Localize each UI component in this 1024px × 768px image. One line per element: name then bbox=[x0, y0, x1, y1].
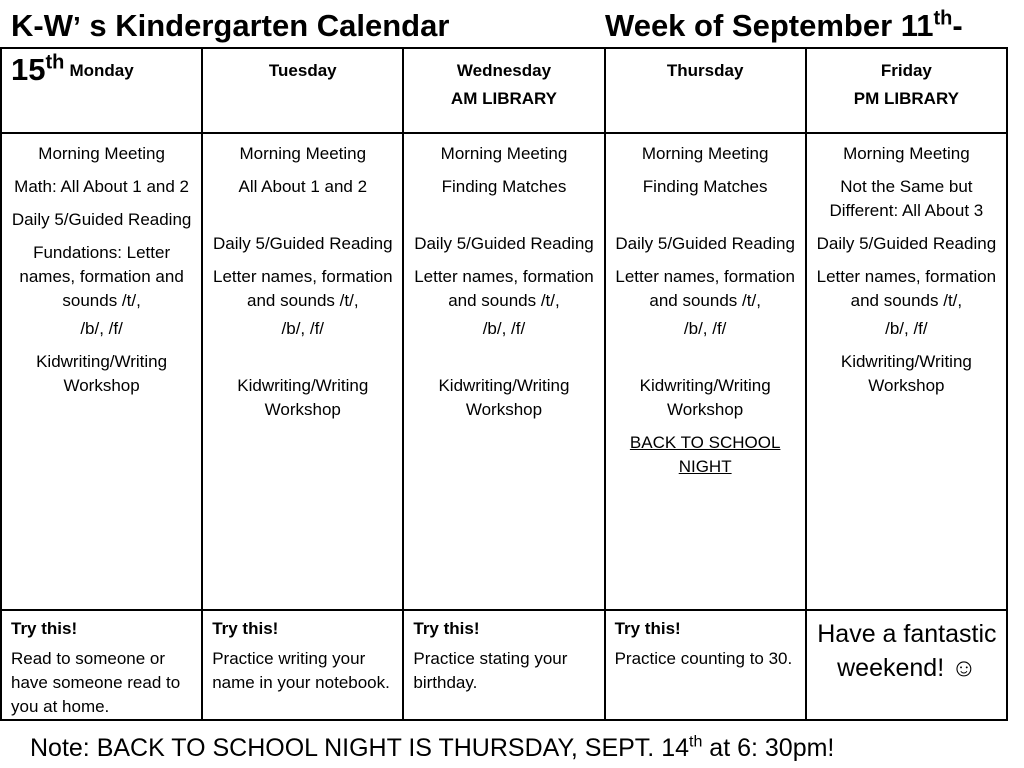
try-this-row bbox=[1, 610, 1007, 720]
try-this-tuesday bbox=[202, 610, 403, 720]
week-range-end: 15th bbox=[11, 51, 65, 87]
activity: Daily 5/Guided Reading bbox=[213, 234, 393, 253]
schedule-monday bbox=[1, 133, 202, 610]
day-header-friday: Friday PM LIBRARY bbox=[806, 48, 1007, 133]
try-this-text: Read to someone or have someone read to you at home. bbox=[11, 649, 181, 716]
day-header-thursday: Thursday bbox=[605, 48, 806, 133]
weekly-calendar-table bbox=[0, 47, 1008, 721]
weekend-message: Have a fantastic weekend! ☺ bbox=[806, 610, 1007, 720]
activity: Math: All About 1 and 2 bbox=[14, 177, 190, 196]
day-header-wednesday: Wednesday AM LIBRARY bbox=[403, 48, 604, 133]
week-range: Week of September 11th- bbox=[605, 7, 963, 43]
activity: Daily 5/Guided Reading bbox=[414, 234, 594, 253]
try-this-text: Practice counting to 30. bbox=[614, 649, 793, 668]
day-header-row bbox=[1, 48, 1007, 133]
activity: /b/, /f/ bbox=[683, 319, 727, 338]
try-this-text: Practice stating your birthday. bbox=[413, 649, 568, 692]
activity: Kidwriting/Writing Workshop bbox=[639, 376, 771, 419]
activity: Morning Meeting bbox=[239, 144, 367, 163]
activity: Letter names, formation and sounds /t/, bbox=[615, 267, 795, 310]
schedule-thursday bbox=[605, 133, 806, 610]
activity: Morning Meeting bbox=[440, 144, 568, 163]
activity: Kidwriting/Writing Workshop bbox=[237, 376, 369, 419]
activity: /b/, /f/ bbox=[80, 319, 123, 338]
activity: Kidwriting/Writing Workshop bbox=[840, 352, 972, 395]
schedule-wednesday bbox=[403, 133, 604, 610]
activity: /b/, /f/ bbox=[885, 319, 928, 338]
activity: Letter names, formation and sounds /t/, bbox=[414, 267, 594, 310]
try-this-label: Try this! bbox=[212, 619, 279, 638]
activity: Not the Same but Different: All About 3 bbox=[829, 177, 984, 220]
try-this-wednesday bbox=[403, 610, 604, 720]
activity: Morning Meeting bbox=[843, 144, 970, 163]
title-text: K-W’ s Kindergarten Calendar bbox=[11, 8, 450, 43]
try-this-label: Try this! bbox=[11, 619, 78, 638]
activity: Finding Matches bbox=[642, 177, 768, 196]
try-this-thursday bbox=[605, 610, 806, 720]
day-header-tuesday: Tuesday bbox=[202, 48, 403, 133]
footer-note: Note: BACK TO SCHOOL NIGHT IS THURSDAY, SEPT. 14th at 6: 30pm! bbox=[30, 733, 835, 762]
activity: Daily 5/Guided Reading bbox=[816, 234, 997, 253]
day-header-monday: Monday bbox=[1, 48, 202, 133]
activity: Daily 5/Guided Reading bbox=[615, 234, 795, 253]
activity: Daily 5/Guided Reading bbox=[11, 210, 192, 229]
try-this-label: Try this! bbox=[413, 619, 480, 638]
schedule-row bbox=[1, 133, 1007, 610]
activity: Morning Meeting bbox=[38, 144, 165, 163]
schedule-tuesday bbox=[202, 133, 403, 610]
try-this-text: Practice writing your name in your notebook. bbox=[212, 649, 390, 692]
activity: Letter names, formation and sounds /t/, bbox=[816, 267, 997, 310]
activity: /b/, /f/ bbox=[281, 319, 325, 338]
activity: Morning Meeting bbox=[641, 144, 769, 163]
schedule-friday bbox=[806, 133, 1007, 610]
activity: /b/, /f/ bbox=[482, 319, 526, 338]
try-this-monday bbox=[1, 610, 202, 720]
activity: Letter names, formation and sounds /t/, bbox=[213, 267, 393, 310]
try-this-label: Try this! bbox=[614, 619, 681, 638]
activity: Fundations: Letter names, formation and sounds /t/, bbox=[19, 243, 184, 310]
activity: Finding Matches bbox=[441, 177, 567, 196]
activity: All About 1 and 2 bbox=[238, 177, 368, 196]
activity: Kidwriting/Writing Workshop bbox=[438, 376, 570, 419]
back-to-school-night-event: BACK TO SCHOOL NIGHT bbox=[629, 433, 781, 476]
activity: Kidwriting/Writing Workshop bbox=[36, 352, 168, 395]
